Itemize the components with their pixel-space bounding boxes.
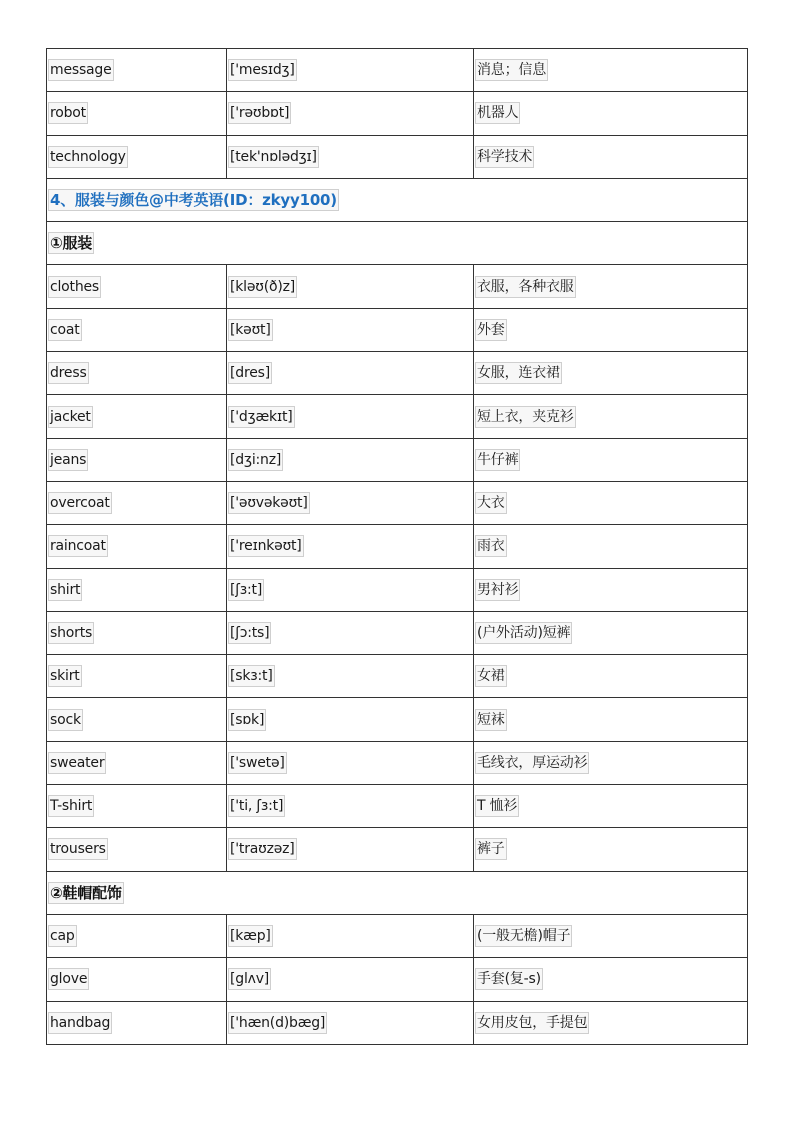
phonetic-cell: [dres] — [227, 352, 474, 395]
meaning-cell: 女裙 — [474, 655, 748, 698]
word-cell: sock — [47, 698, 227, 741]
word-cell: coat — [47, 308, 227, 351]
subsection-title-clothes: ①服装 — [50, 234, 93, 253]
table-row — [47, 785, 748, 828]
table-row — [47, 92, 748, 135]
meaning-cell: 机器人 — [474, 92, 748, 135]
word-cell: clothes — [47, 265, 227, 308]
phonetic-cell: [kləʊ(ð)z] — [227, 265, 474, 308]
section-title: 4、服装与颜色@中考英语(ID：zkyy100) — [50, 191, 337, 210]
phonetic-cell: ['ti, ʃɜ:t] — [227, 785, 474, 828]
phonetic-cell: [tek'nɒlədʒɪ] — [227, 135, 474, 178]
table-row — [47, 958, 748, 1001]
phonetic-cell: ['traʊzəz] — [227, 828, 474, 871]
word-cell: T-shirt — [47, 785, 227, 828]
word-cell: dress — [47, 352, 227, 395]
word-cell: shirt — [47, 568, 227, 611]
word-cell: cap — [47, 914, 227, 957]
meaning-cell: 科学技术 — [474, 135, 748, 178]
subsection-title-cell — [47, 871, 748, 914]
table-row — [47, 568, 748, 611]
word-cell: raincoat — [47, 525, 227, 568]
phonetic-cell: [dʒi:nz] — [227, 438, 474, 481]
table-row — [47, 611, 748, 654]
meaning-cell: 裤子 — [474, 828, 748, 871]
section-header-row — [47, 178, 748, 221]
section-title-cell — [47, 178, 748, 221]
word-cell: jeans — [47, 438, 227, 481]
meaning-cell: 外套 — [474, 308, 748, 351]
word-cell: trousers — [47, 828, 227, 871]
meaning-cell: 消息；信息 — [474, 49, 748, 92]
word-cell: shorts — [47, 611, 227, 654]
table-row — [47, 698, 748, 741]
meaning-cell: T 恤衫 — [474, 785, 748, 828]
table-row — [47, 655, 748, 698]
meaning-cell: 男衬衫 — [474, 568, 748, 611]
meaning-cell: 手套(复-s) — [474, 958, 748, 1001]
meaning-cell: 大衣 — [474, 481, 748, 524]
subsection-title-cell — [47, 222, 748, 265]
meaning-cell: 毛线衣，厚运动衫 — [474, 741, 748, 784]
word-cell: technology — [47, 135, 227, 178]
table-row — [47, 1001, 748, 1044]
meaning-cell: 短袜 — [474, 698, 748, 741]
meaning-cell: 雨衣 — [474, 525, 748, 568]
table-row — [47, 438, 748, 481]
vocabulary-table — [46, 48, 748, 1045]
phonetic-cell: [sɒk] — [227, 698, 474, 741]
table-row — [47, 308, 748, 351]
phonetic-cell: ['swetə] — [227, 741, 474, 784]
table-row — [47, 265, 748, 308]
phonetic-cell: ['əʊvəkəʊt] — [227, 481, 474, 524]
table-row — [47, 352, 748, 395]
subsection-title-accessories: ②鞋帽配饰 — [50, 883, 122, 902]
table-row — [47, 49, 748, 92]
table-row — [47, 481, 748, 524]
phonetic-cell: ['reɪnkəʊt] — [227, 525, 474, 568]
phonetic-cell: [ʃɔ:ts] — [227, 611, 474, 654]
phonetic-cell: [kəʊt] — [227, 308, 474, 351]
word-cell: robot — [47, 92, 227, 135]
subsection-header-row — [47, 222, 748, 265]
phonetic-cell: [ʃɜ:t] — [227, 568, 474, 611]
table-row — [47, 914, 748, 957]
table-row — [47, 395, 748, 438]
meaning-cell: 牛仔裤 — [474, 438, 748, 481]
phonetic-cell: [glʌv] — [227, 958, 474, 1001]
word-cell: glove — [47, 958, 227, 1001]
phonetic-cell: ['mesɪdʒ] — [227, 49, 474, 92]
table-row — [47, 741, 748, 784]
table-row — [47, 828, 748, 871]
phonetic-cell: ['dʒækɪt] — [227, 395, 474, 438]
phonetic-cell: [skɜ:t] — [227, 655, 474, 698]
phonetic-cell: ['rəʊbɒt] — [227, 92, 474, 135]
meaning-cell: 短上衣，夹克衫 — [474, 395, 748, 438]
phonetic-cell: [kæp] — [227, 914, 474, 957]
phonetic-cell: ['hæn(d)bæg] — [227, 1001, 474, 1044]
word-cell: overcoat — [47, 481, 227, 524]
table-row — [47, 135, 748, 178]
meaning-cell: 女用皮包，手提包 — [474, 1001, 748, 1044]
word-cell: handbag — [47, 1001, 227, 1044]
word-cell: sweater — [47, 741, 227, 784]
meaning-cell: (户外活动)短裤 — [474, 611, 748, 654]
word-cell: message — [47, 49, 227, 92]
table-row — [47, 525, 748, 568]
word-cell: skirt — [47, 655, 227, 698]
subsection-header-row — [47, 871, 748, 914]
meaning-cell: (一般无檐)帽子 — [474, 914, 748, 957]
word-cell: jacket — [47, 395, 227, 438]
meaning-cell: 衣服，各种衣服 — [474, 265, 748, 308]
meaning-cell: 女服，连衣裙 — [474, 352, 748, 395]
